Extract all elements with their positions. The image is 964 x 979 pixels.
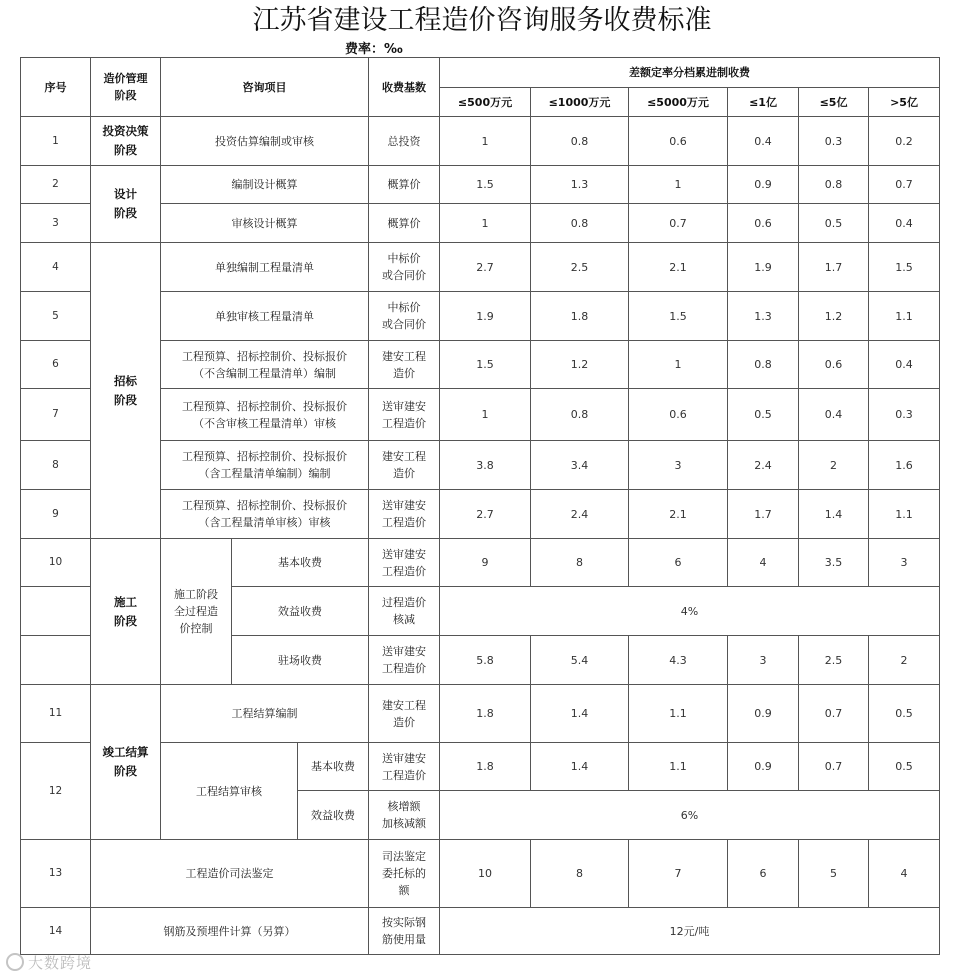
rate-cell: 1.4 <box>531 685 629 743</box>
rate-cell: 1.5 <box>440 341 531 389</box>
rate-cell: 0.7 <box>869 166 940 204</box>
rate-cell: 0.5 <box>869 685 940 743</box>
table-row <box>21 166 940 204</box>
table-row <box>21 908 940 955</box>
stage-design: 设计 阶段 <box>91 166 161 243</box>
rate-cell: 7 <box>629 840 728 908</box>
row-base: 司法鉴定 委托标的 额 <box>369 840 440 908</box>
row-base: 送审建安 工程造价 <box>369 636 440 685</box>
row-item: 工程预算、招标控制价、投标报价 （含工程量清单审核）审核 <box>161 490 369 539</box>
rate-cell: 0.9 <box>728 166 799 204</box>
row-base: 中标价 或合同价 <box>369 243 440 292</box>
fee-standard-table <box>20 57 940 955</box>
rate-cell: 1 <box>629 341 728 389</box>
settlement-review-group: 工程结算审核 <box>161 743 298 840</box>
rate-cell: 8 <box>531 840 629 908</box>
row-item: 单独审核工程量清单 <box>161 292 369 341</box>
row-seq: 13 <box>21 840 91 908</box>
row-base: 按实际钢 筋使用量 <box>369 908 440 955</box>
row-seq: 11 <box>21 685 91 743</box>
row-item: 编制设计概算 <box>161 166 369 204</box>
rate-cell: 2 <box>799 441 869 490</box>
rate-cell: 0.4 <box>728 117 799 166</box>
page-title: 江苏省建设工程造价咨询服务收费标准 <box>252 5 712 36</box>
stage-construct: 施工 阶段 <box>91 539 161 685</box>
row-seq: 4 <box>21 243 91 292</box>
rate-cell: 0.8 <box>531 117 629 166</box>
rate-cell: 1.7 <box>728 490 799 539</box>
rate-cell: 4 <box>869 840 940 908</box>
rate-cell: 10 <box>440 840 531 908</box>
row-item: 工程结算编制 <box>161 685 369 743</box>
row-item: 单独编制工程量清单 <box>161 243 369 292</box>
rate-cell: 1.4 <box>531 743 629 791</box>
row-base: 送审建安 工程造价 <box>369 389 440 441</box>
rate-cell-merged: 4% <box>440 587 940 636</box>
header-tier-group: 差额定率分档累进制收费 <box>440 58 940 88</box>
row-item: 驻场收费 <box>232 636 369 685</box>
rate-cell: 2 <box>869 636 940 685</box>
header-stage: 造价管理 阶段 <box>91 58 161 117</box>
rate-cell: 0.8 <box>799 166 869 204</box>
rate-cell: 1.6 <box>869 441 940 490</box>
header-base: 收费基数 <box>369 58 440 117</box>
rate-cell: 1.3 <box>728 292 799 341</box>
row-base: 中标价 或合同价 <box>369 292 440 341</box>
construction-group: 施工阶段 全过程造 价控制 <box>161 539 232 685</box>
rate-cell-merged: 12元/吨 <box>440 908 940 955</box>
row-base: 总投资 <box>369 117 440 166</box>
rate-cell: 0.7 <box>629 204 728 243</box>
row-base: 核增额 加核减额 <box>369 791 440 840</box>
rate-cell: 0.7 <box>799 685 869 743</box>
rate-cell: 2.1 <box>629 490 728 539</box>
rate-cell: 3 <box>728 636 799 685</box>
rate-cell: 2.1 <box>629 243 728 292</box>
row-base: 送审建安 工程造价 <box>369 539 440 587</box>
row-seq: 3 <box>21 204 91 243</box>
row-seq: 9 <box>21 490 91 539</box>
stage-settle: 竣工结算 阶段 <box>91 685 161 840</box>
row-base: 概算价 <box>369 166 440 204</box>
rate-cell: 0.8 <box>728 341 799 389</box>
rate-cell: 9 <box>440 539 531 587</box>
row-seq-empty <box>21 636 91 685</box>
row-base: 建安工程 造价 <box>369 441 440 490</box>
rate-cell: 0.4 <box>869 204 940 243</box>
rate-cell: 2.4 <box>728 441 799 490</box>
rate-cell: 1.1 <box>869 292 940 341</box>
header-tier: ≤5亿 <box>799 88 869 117</box>
rate-cell: 1.8 <box>531 292 629 341</box>
header-tier: >5亿 <box>869 88 940 117</box>
row-item: 工程预算、招标控制价、投标报价 （含工程量清单编制）编制 <box>161 441 369 490</box>
row-base: 送审建安 工程造价 <box>369 490 440 539</box>
row-seq: 5 <box>21 292 91 341</box>
rate-cell: 2.4 <box>531 490 629 539</box>
watermark <box>6 952 92 973</box>
rate-cell: 5.8 <box>440 636 531 685</box>
rate-unit-label: 费率：‰ <box>345 42 403 57</box>
row-seq: 6 <box>21 341 91 389</box>
rate-cell: 0.5 <box>869 743 940 791</box>
row-seq: 2 <box>21 166 91 204</box>
rate-cell: 1.5 <box>869 243 940 292</box>
rate-cell: 1.5 <box>629 292 728 341</box>
row-seq-empty <box>21 587 91 636</box>
row-item: 工程造价司法鉴定 <box>91 840 369 908</box>
row-item: 工程预算、招标控制价、投标报价 （不含审核工程量清单）审核 <box>161 389 369 441</box>
rate-cell: 3 <box>869 539 940 587</box>
rate-cell: 0.6 <box>799 341 869 389</box>
row-base: 建安工程 造价 <box>369 341 440 389</box>
row-item: 基本收费 <box>232 539 369 587</box>
header-tier: ≤1亿 <box>728 88 799 117</box>
row-seq: 8 <box>21 441 91 490</box>
rate-cell: 2.7 <box>440 243 531 292</box>
rate-cell: 0.3 <box>869 389 940 441</box>
header-tier: ≤1000万元 <box>531 88 629 117</box>
rate-cell: 1.1 <box>629 685 728 743</box>
row-seq: 12 <box>21 743 91 840</box>
rate-cell: 0.6 <box>728 204 799 243</box>
rate-cell: 4 <box>728 539 799 587</box>
rate-cell: 1.9 <box>440 292 531 341</box>
rate-cell: 1.5 <box>440 166 531 204</box>
rate-cell: 3 <box>629 441 728 490</box>
rate-cell: 0.2 <box>869 117 940 166</box>
row-seq: 1 <box>21 117 91 166</box>
row-seq: 7 <box>21 389 91 441</box>
rate-cell: 8 <box>531 539 629 587</box>
rate-cell: 1.8 <box>440 743 531 791</box>
rate-cell: 0.8 <box>531 389 629 441</box>
row-base: 过程造价 核减 <box>369 587 440 636</box>
rate-cell: 1.3 <box>531 166 629 204</box>
rate-cell: 0.4 <box>799 389 869 441</box>
row-base: 建安工程 造价 <box>369 685 440 743</box>
rate-cell: 3.5 <box>799 539 869 587</box>
rate-cell: 1.2 <box>799 292 869 341</box>
stage-invest: 投资决策 阶段 <box>91 117 161 166</box>
table-row <box>21 539 940 587</box>
row-item: 审核设计概算 <box>161 204 369 243</box>
rate-cell: 0.8 <box>531 204 629 243</box>
row-seq: 10 <box>21 539 91 587</box>
rate-cell: 0.3 <box>799 117 869 166</box>
row-seq: 14 <box>21 908 91 955</box>
row-item: 基本收费 <box>298 743 369 791</box>
row-base: 概算价 <box>369 204 440 243</box>
table-header-row <box>21 58 940 88</box>
watermark-text: 大数跨境 <box>28 954 93 972</box>
header-tier: ≤500万元 <box>440 88 531 117</box>
rate-cell: 1.1 <box>869 490 940 539</box>
rate-cell: 2.7 <box>440 490 531 539</box>
rate-cell: 0.5 <box>799 204 869 243</box>
table-row <box>21 117 940 166</box>
rate-cell: 4.3 <box>629 636 728 685</box>
row-item: 工程预算、招标控制价、投标报价 （不含编制工程量清单）编制 <box>161 341 369 389</box>
rate-cell: 1.2 <box>531 341 629 389</box>
rate-cell: 2.5 <box>531 243 629 292</box>
rate-cell: 0.5 <box>728 389 799 441</box>
rate-cell: 0.6 <box>629 389 728 441</box>
table-row <box>21 685 940 743</box>
rate-cell: 5.4 <box>531 636 629 685</box>
table-row <box>21 840 940 908</box>
rate-cell: 1 <box>440 204 531 243</box>
header-item: 咨询项目 <box>161 58 369 117</box>
row-base: 送审建安 工程造价 <box>369 743 440 791</box>
rate-cell: 6 <box>629 539 728 587</box>
rate-cell: 2.5 <box>799 636 869 685</box>
rate-cell: 1 <box>440 389 531 441</box>
table-row <box>21 243 940 292</box>
rate-cell: 1.1 <box>629 743 728 791</box>
stage-bid: 招标 阶段 <box>91 243 161 539</box>
row-item: 投资估算编制或审核 <box>161 117 369 166</box>
header-tier: ≤5000万元 <box>629 88 728 117</box>
row-item: 效益收费 <box>232 587 369 636</box>
header-seq: 序号 <box>21 58 91 117</box>
row-item: 钢筋及预埋件计算（另算） <box>91 908 369 955</box>
rate-cell: 0.6 <box>629 117 728 166</box>
rate-cell: 6 <box>728 840 799 908</box>
rate-cell: 0.4 <box>869 341 940 389</box>
rate-cell: 0.7 <box>799 743 869 791</box>
rate-cell: 1.4 <box>799 490 869 539</box>
rate-cell: 0.9 <box>728 743 799 791</box>
rate-cell: 1 <box>440 117 531 166</box>
rate-cell: 1.9 <box>728 243 799 292</box>
row-item: 效益收费 <box>298 791 369 840</box>
rate-cell: 5 <box>799 840 869 908</box>
rate-cell-merged: 6% <box>440 791 940 840</box>
rate-cell: 1.7 <box>799 243 869 292</box>
rate-cell: 0.9 <box>728 685 799 743</box>
brand-logo-icon <box>6 953 24 971</box>
rate-cell: 1.8 <box>440 685 531 743</box>
rate-cell: 3.4 <box>531 441 629 490</box>
rate-cell: 3.8 <box>440 441 531 490</box>
rate-cell: 1 <box>629 166 728 204</box>
